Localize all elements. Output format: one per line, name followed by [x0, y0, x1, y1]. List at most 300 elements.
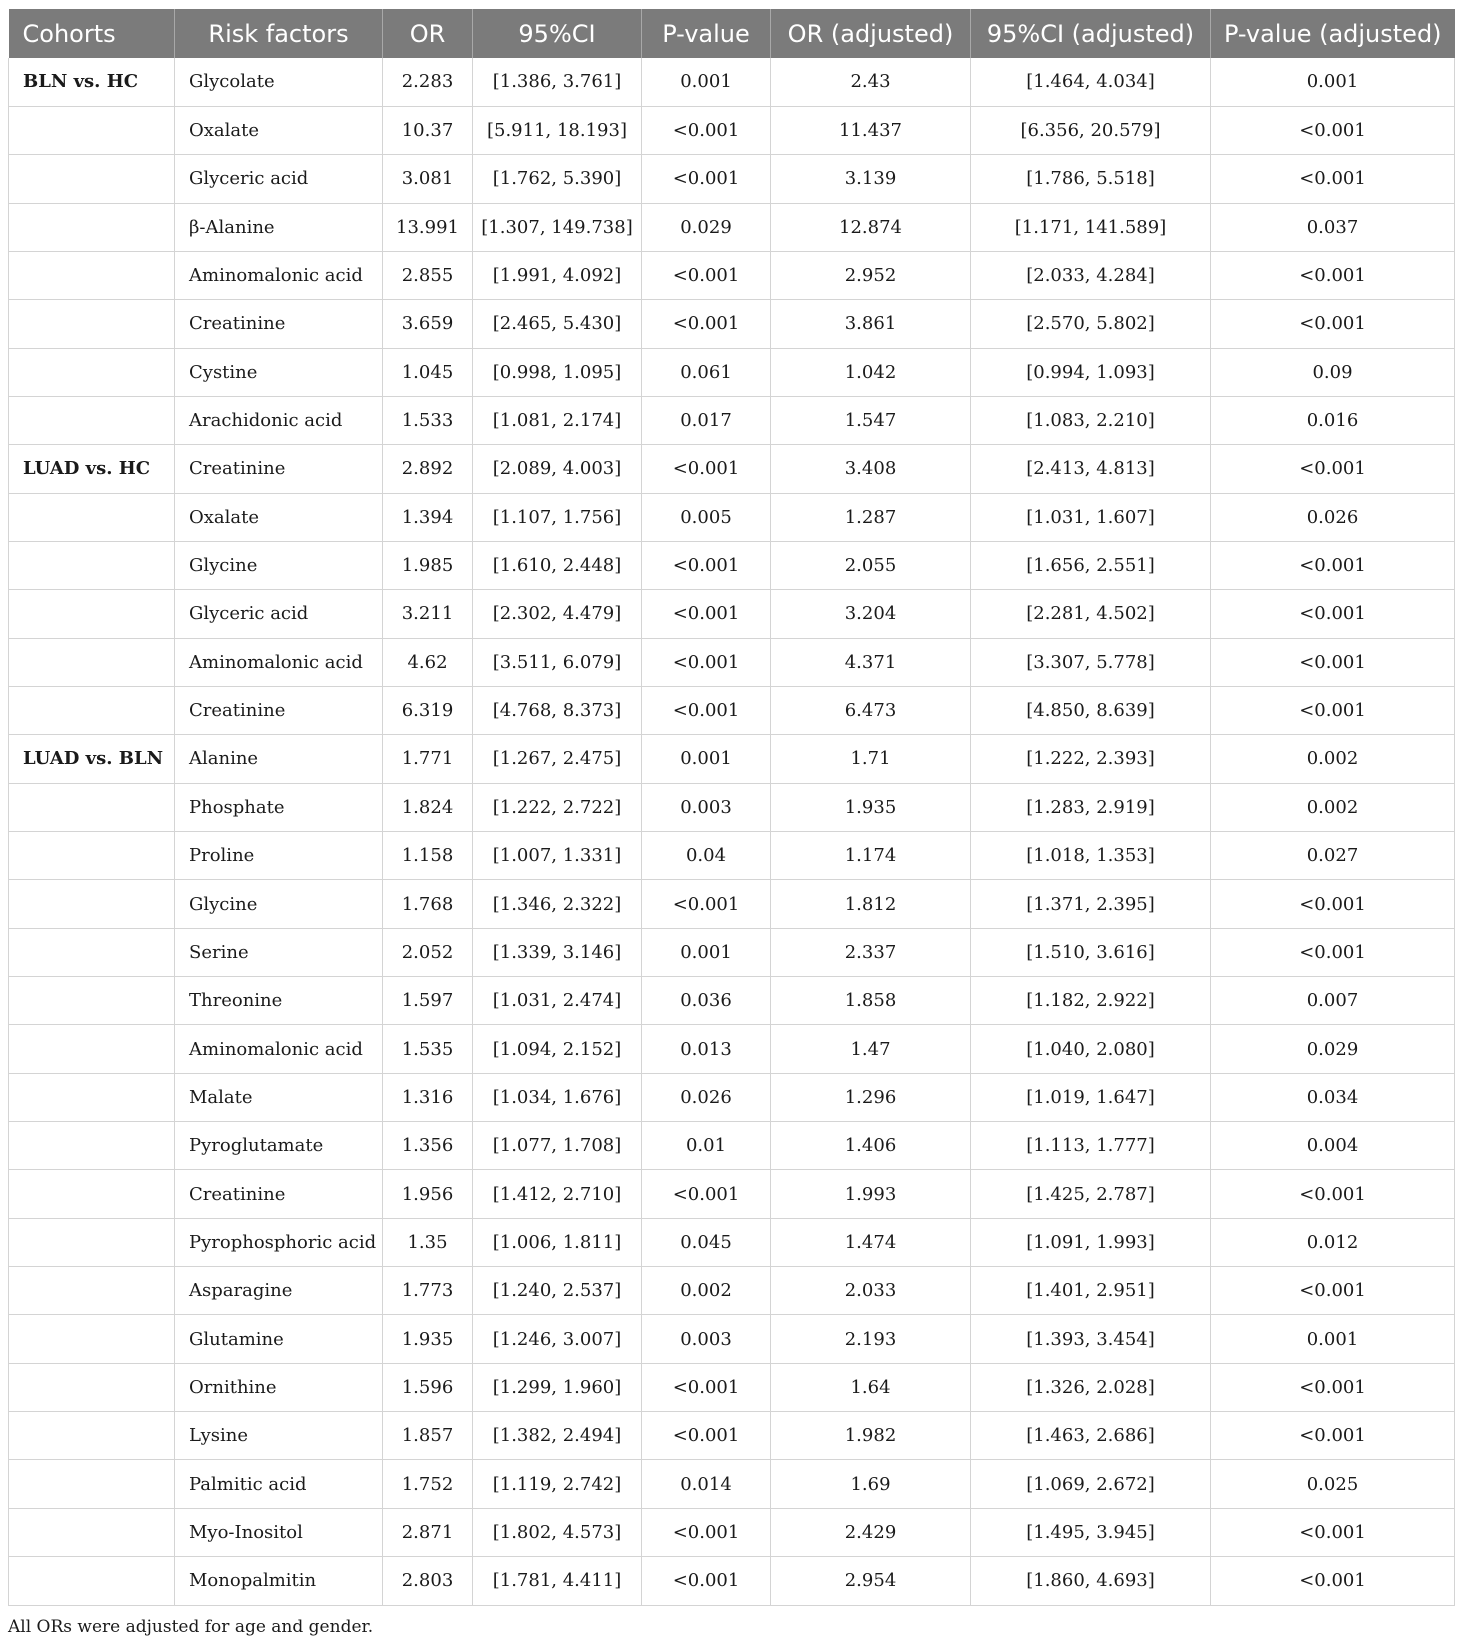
p-value-cell: <0.001: [642, 300, 771, 348]
or-cell: 3.081: [383, 155, 473, 203]
or-cell: 1.356: [383, 1122, 473, 1170]
ci-cell: [1.081, 2.174]: [473, 396, 642, 444]
or-adjusted-cell: 1.69: [771, 1460, 971, 1508]
risk-factor-cell: Arachidonic acid: [175, 396, 383, 444]
table-row: [9, 1363, 1455, 1411]
ci-adjusted-cell: [1.083, 2.210]: [971, 396, 1211, 444]
table-row: [9, 251, 1455, 299]
p-value-cell: 0.061: [642, 348, 771, 396]
cohort-cell: [9, 1412, 175, 1460]
p-value-adjusted-cell: <0.001: [1211, 1557, 1455, 1605]
or-cell: 1.394: [383, 493, 473, 541]
cohort-cell: [9, 1073, 175, 1121]
cohort-cell: [9, 783, 175, 831]
or-adjusted-cell: 2.055: [771, 541, 971, 589]
table-row: [9, 1557, 1455, 1605]
p-value-cell: 0.017: [642, 396, 771, 444]
or-cell: 6.319: [383, 686, 473, 734]
p-value-adjusted-cell: <0.001: [1211, 686, 1455, 734]
cohort-cell: [9, 348, 175, 396]
ci-cell: [1.382, 2.494]: [473, 1412, 642, 1460]
header-col-p-value-adjusted: P-value (adjusted): [1211, 9, 1455, 58]
ci-adjusted-cell: [1.182, 2.922]: [971, 977, 1211, 1025]
or-adjusted-cell: 1.042: [771, 348, 971, 396]
p-value-adjusted-cell: 0.004: [1211, 1122, 1455, 1170]
cohort-cell: [9, 396, 175, 444]
cohort-cell: [9, 1557, 175, 1605]
or-cell: 1.158: [383, 832, 473, 880]
risk-factor-cell: Proline: [175, 832, 383, 880]
cohort-cell: [9, 1218, 175, 1266]
p-value-cell: <0.001: [642, 251, 771, 299]
p-value-cell: 0.003: [642, 1315, 771, 1363]
ci-adjusted-cell: [3.307, 5.778]: [971, 638, 1211, 686]
ci-adjusted-cell: [1.860, 4.693]: [971, 1557, 1211, 1605]
table-row: [9, 493, 1455, 541]
or-cell: 3.211: [383, 590, 473, 638]
p-value-adjusted-cell: 0.016: [1211, 396, 1455, 444]
p-value-cell: <0.001: [642, 686, 771, 734]
table-body: [9, 58, 1455, 1605]
cohort-cell: [9, 1267, 175, 1315]
header-col-95ci-adjusted: 95%CI (adjusted): [971, 9, 1211, 58]
ci-cell: [1.006, 1.811]: [473, 1218, 642, 1266]
ci-adjusted-cell: [1.656, 2.551]: [971, 541, 1211, 589]
ci-cell: [0.998, 1.095]: [473, 348, 642, 396]
table-row: [9, 1315, 1455, 1363]
header-col-95ci: 95%CI: [473, 9, 642, 58]
table-row: [9, 735, 1455, 783]
ci-cell: [1.007, 1.331]: [473, 832, 642, 880]
p-value-cell: <0.001: [642, 590, 771, 638]
p-value-cell: 0.013: [642, 1025, 771, 1073]
or-cell: 1.824: [383, 783, 473, 831]
risk-factor-cell: Malate: [175, 1073, 383, 1121]
risk-factor-cell: Cystine: [175, 348, 383, 396]
p-value-adjusted-cell: 0.001: [1211, 58, 1455, 106]
p-value-adjusted-cell: <0.001: [1211, 590, 1455, 638]
p-value-cell: <0.001: [642, 638, 771, 686]
p-value-adjusted-cell: <0.001: [1211, 1412, 1455, 1460]
table-row: [9, 155, 1455, 203]
or-cell: 1.768: [383, 880, 473, 928]
cohort-cell: [9, 590, 175, 638]
risk-factor-cell: Phosphate: [175, 783, 383, 831]
or-cell: 2.871: [383, 1508, 473, 1556]
ci-adjusted-cell: [0.994, 1.093]: [971, 348, 1211, 396]
or-cell: 3.659: [383, 300, 473, 348]
ci-cell: [1.031, 2.474]: [473, 977, 642, 1025]
cohort-cell: [9, 106, 175, 154]
ci-adjusted-cell: [1.393, 3.454]: [971, 1315, 1211, 1363]
ci-adjusted-cell: [2.413, 4.813]: [971, 445, 1211, 493]
ci-cell: [4.768, 8.373]: [473, 686, 642, 734]
p-value-cell: 0.01: [642, 1122, 771, 1170]
table-row: [9, 638, 1455, 686]
table-row: [9, 783, 1455, 831]
risk-factor-cell: Myo-Inositol: [175, 1508, 383, 1556]
ci-adjusted-cell: [6.356, 20.579]: [971, 106, 1211, 154]
or-adjusted-cell: 1.858: [771, 977, 971, 1025]
ci-cell: [2.302, 4.479]: [473, 590, 642, 638]
ci-adjusted-cell: [1.495, 3.945]: [971, 1508, 1211, 1556]
or-cell: 2.283: [383, 58, 473, 106]
table-row: [9, 880, 1455, 928]
p-value-cell: <0.001: [642, 880, 771, 928]
ci-cell: [1.412, 2.710]: [473, 1170, 642, 1218]
risk-factor-cell: Asparagine: [175, 1267, 383, 1315]
p-value-cell: 0.003: [642, 783, 771, 831]
or-cell: 1.857: [383, 1412, 473, 1460]
ci-cell: [1.267, 2.475]: [473, 735, 642, 783]
ci-cell: [1.991, 4.092]: [473, 251, 642, 299]
or-adjusted-cell: 3.861: [771, 300, 971, 348]
risk-factor-cell: Oxalate: [175, 106, 383, 154]
cohort-cell: [9, 880, 175, 928]
table-row: [9, 300, 1455, 348]
table-row: [9, 1460, 1455, 1508]
table-row: [9, 541, 1455, 589]
ci-cell: [3.511, 6.079]: [473, 638, 642, 686]
ci-adjusted-cell: [1.786, 5.518]: [971, 155, 1211, 203]
table-row: [9, 1412, 1455, 1460]
p-value-adjusted-cell: 0.037: [1211, 203, 1455, 251]
p-value-adjusted-cell: 0.001: [1211, 1315, 1455, 1363]
ci-adjusted-cell: [1.069, 2.672]: [971, 1460, 1211, 1508]
p-value-adjusted-cell: 0.09: [1211, 348, 1455, 396]
cohort-cell: [9, 1508, 175, 1556]
or-adjusted-cell: 1.71: [771, 735, 971, 783]
or-adjusted-cell: 4.371: [771, 638, 971, 686]
or-adjusted-cell: 2.952: [771, 251, 971, 299]
or-cell: 1.773: [383, 1267, 473, 1315]
or-cell: 1.596: [383, 1363, 473, 1411]
table-row: [9, 58, 1455, 106]
p-value-adjusted-cell: 0.012: [1211, 1218, 1455, 1266]
or-cell: 1.752: [383, 1460, 473, 1508]
ci-adjusted-cell: [1.464, 4.034]: [971, 58, 1211, 106]
p-value-cell: 0.002: [642, 1267, 771, 1315]
or-cell: 1.35: [383, 1218, 473, 1266]
ci-cell: [5.911, 18.193]: [473, 106, 642, 154]
p-value-adjusted-cell: 0.026: [1211, 493, 1455, 541]
ci-adjusted-cell: [1.040, 2.080]: [971, 1025, 1211, 1073]
table-row: [9, 1122, 1455, 1170]
table-row: [9, 348, 1455, 396]
odds-ratio-table: [8, 9, 1455, 1606]
p-value-cell: <0.001: [642, 1363, 771, 1411]
ci-adjusted-cell: [1.510, 3.616]: [971, 928, 1211, 976]
header-col-or: OR: [383, 9, 473, 58]
cohort-cell: LUAD vs. BLN: [9, 735, 175, 783]
or-adjusted-cell: 6.473: [771, 686, 971, 734]
ci-cell: [1.299, 1.960]: [473, 1363, 642, 1411]
or-adjusted-cell: 1.174: [771, 832, 971, 880]
or-cell: 1.535: [383, 1025, 473, 1073]
risk-factor-cell: Pyrophosphoric acid: [175, 1218, 383, 1266]
or-cell: 13.991: [383, 203, 473, 251]
table-row: [9, 1170, 1455, 1218]
or-cell: 2.855: [383, 251, 473, 299]
ci-cell: [1.034, 1.676]: [473, 1073, 642, 1121]
ci-adjusted-cell: [2.570, 5.802]: [971, 300, 1211, 348]
p-value-cell: <0.001: [642, 106, 771, 154]
or-cell: 2.803: [383, 1557, 473, 1605]
or-cell: 2.052: [383, 928, 473, 976]
header-col-risk-factors: Risk factors: [175, 9, 383, 58]
cohort-cell: [9, 1460, 175, 1508]
table-row: [9, 928, 1455, 976]
p-value-adjusted-cell: 0.007: [1211, 977, 1455, 1025]
table-row: [9, 1267, 1455, 1315]
risk-factor-cell: Creatinine: [175, 300, 383, 348]
cohort-cell: [9, 1315, 175, 1363]
ci-cell: [1.339, 3.146]: [473, 928, 642, 976]
or-adjusted-cell: 1.993: [771, 1170, 971, 1218]
ci-cell: [1.802, 4.573]: [473, 1508, 642, 1556]
ci-adjusted-cell: [1.463, 2.686]: [971, 1412, 1211, 1460]
header-row: [9, 9, 1455, 58]
or-adjusted-cell: 2.337: [771, 928, 971, 976]
or-adjusted-cell: 11.437: [771, 106, 971, 154]
p-value-adjusted-cell: 0.027: [1211, 832, 1455, 880]
p-value-adjusted-cell: 0.029: [1211, 1025, 1455, 1073]
table-row: [9, 686, 1455, 734]
table-row: [9, 1218, 1455, 1266]
cohort-cell: BLN vs. HC: [9, 58, 175, 106]
p-value-adjusted-cell: <0.001: [1211, 880, 1455, 928]
risk-factor-cell: Monopalmitin: [175, 1557, 383, 1605]
ci-adjusted-cell: [1.401, 2.951]: [971, 1267, 1211, 1315]
or-adjusted-cell: 1.296: [771, 1073, 971, 1121]
p-value-cell: <0.001: [642, 155, 771, 203]
table-footnote: All ORs were adjusted for age and gender.: [8, 1617, 374, 1637]
ci-adjusted-cell: [1.326, 2.028]: [971, 1363, 1211, 1411]
p-value-adjusted-cell: <0.001: [1211, 251, 1455, 299]
cohort-cell: [9, 155, 175, 203]
ci-cell: [1.781, 4.411]: [473, 1557, 642, 1605]
or-adjusted-cell: 2.43: [771, 58, 971, 106]
cohort-cell: [9, 300, 175, 348]
ci-cell: [1.107, 1.756]: [473, 493, 642, 541]
ci-cell: [1.307, 149.738]: [473, 203, 642, 251]
p-value-cell: <0.001: [642, 1508, 771, 1556]
ci-cell: [2.089, 4.003]: [473, 445, 642, 493]
or-adjusted-cell: 1.547: [771, 396, 971, 444]
ci-cell: [1.119, 2.742]: [473, 1460, 642, 1508]
ci-adjusted-cell: [1.222, 2.393]: [971, 735, 1211, 783]
table-row: [9, 1025, 1455, 1073]
p-value-cell: 0.005: [642, 493, 771, 541]
or-adjusted-cell: 1.812: [771, 880, 971, 928]
cohort-cell: [9, 928, 175, 976]
p-value-cell: 0.029: [642, 203, 771, 251]
or-adjusted-cell: 12.874: [771, 203, 971, 251]
p-value-adjusted-cell: <0.001: [1211, 1363, 1455, 1411]
risk-factor-cell: Serine: [175, 928, 383, 976]
risk-factor-cell: Palmitic acid: [175, 1460, 383, 1508]
p-value-adjusted-cell: <0.001: [1211, 638, 1455, 686]
risk-factor-cell: Aminomalonic acid: [175, 638, 383, 686]
risk-factor-cell: Glyceric acid: [175, 155, 383, 203]
p-value-cell: 0.036: [642, 977, 771, 1025]
cohort-cell: [9, 1122, 175, 1170]
risk-factor-cell: β-Alanine: [175, 203, 383, 251]
ci-adjusted-cell: [1.019, 1.647]: [971, 1073, 1211, 1121]
risk-factor-cell: Creatinine: [175, 686, 383, 734]
p-value-cell: <0.001: [642, 541, 771, 589]
table-row: [9, 203, 1455, 251]
ci-cell: [1.222, 2.722]: [473, 783, 642, 831]
risk-factor-cell: Lysine: [175, 1412, 383, 1460]
ci-adjusted-cell: [4.850, 8.639]: [971, 686, 1211, 734]
p-value-adjusted-cell: <0.001: [1211, 155, 1455, 203]
or-adjusted-cell: 3.408: [771, 445, 971, 493]
or-adjusted-cell: 1.935: [771, 783, 971, 831]
or-cell: 1.771: [383, 735, 473, 783]
p-value-cell: 0.014: [642, 1460, 771, 1508]
or-adjusted-cell: 1.287: [771, 493, 971, 541]
cohort-cell: [9, 1363, 175, 1411]
risk-factor-cell: Aminomalonic acid: [175, 251, 383, 299]
risk-factor-cell: Glycine: [175, 541, 383, 589]
risk-factor-cell: Pyroglutamate: [175, 1122, 383, 1170]
ci-cell: [1.246, 3.007]: [473, 1315, 642, 1363]
cohort-cell: [9, 1170, 175, 1218]
cohort-cell: [9, 251, 175, 299]
cohort-cell: [9, 1025, 175, 1073]
p-value-adjusted-cell: <0.001: [1211, 541, 1455, 589]
cohort-cell: [9, 977, 175, 1025]
risk-factor-cell: Glyceric acid: [175, 590, 383, 638]
risk-factor-cell: Oxalate: [175, 493, 383, 541]
header-col-cohorts: Cohorts: [9, 9, 175, 58]
or-cell: 1.935: [383, 1315, 473, 1363]
cohort-cell: [9, 541, 175, 589]
or-adjusted-cell: 3.204: [771, 590, 971, 638]
p-value-adjusted-cell: <0.001: [1211, 445, 1455, 493]
risk-factor-cell: Ornithine: [175, 1363, 383, 1411]
risk-factor-cell: Alanine: [175, 735, 383, 783]
ci-cell: [1.346, 2.322]: [473, 880, 642, 928]
or-adjusted-cell: 1.982: [771, 1412, 971, 1460]
risk-factor-cell: Threonine: [175, 977, 383, 1025]
ci-adjusted-cell: [1.371, 2.395]: [971, 880, 1211, 928]
risk-factor-cell: Glutamine: [175, 1315, 383, 1363]
p-value-adjusted-cell: <0.001: [1211, 928, 1455, 976]
table-row: [9, 832, 1455, 880]
ci-cell: [1.077, 1.708]: [473, 1122, 642, 1170]
or-cell: 10.37: [383, 106, 473, 154]
or-cell: 2.892: [383, 445, 473, 493]
ci-cell: [1.610, 2.448]: [473, 541, 642, 589]
cohort-cell: [9, 493, 175, 541]
or-adjusted-cell: 1.64: [771, 1363, 971, 1411]
risk-factor-cell: Creatinine: [175, 445, 383, 493]
or-cell: 1.045: [383, 348, 473, 396]
or-adjusted-cell: 3.139: [771, 155, 971, 203]
p-value-cell: <0.001: [642, 1170, 771, 1218]
p-value-cell: 0.026: [642, 1073, 771, 1121]
cohort-cell: [9, 203, 175, 251]
table-container: [8, 9, 1454, 1606]
p-value-adjusted-cell: <0.001: [1211, 1267, 1455, 1315]
ci-adjusted-cell: [1.091, 1.993]: [971, 1218, 1211, 1266]
or-adjusted-cell: 2.954: [771, 1557, 971, 1605]
or-adjusted-cell: 2.193: [771, 1315, 971, 1363]
p-value-adjusted-cell: <0.001: [1211, 1508, 1455, 1556]
p-value-cell: <0.001: [642, 1557, 771, 1605]
cohort-cell: [9, 638, 175, 686]
or-cell: 1.956: [383, 1170, 473, 1218]
table-row: [9, 396, 1455, 444]
p-value-adjusted-cell: 0.034: [1211, 1073, 1455, 1121]
p-value-adjusted-cell: <0.001: [1211, 300, 1455, 348]
or-adjusted-cell: 1.406: [771, 1122, 971, 1170]
ci-adjusted-cell: [1.018, 1.353]: [971, 832, 1211, 880]
ci-cell: [2.465, 5.430]: [473, 300, 642, 348]
or-adjusted-cell: 1.47: [771, 1025, 971, 1073]
p-value-adjusted-cell: 0.002: [1211, 783, 1455, 831]
ci-adjusted-cell: [1.171, 141.589]: [971, 203, 1211, 251]
p-value-adjusted-cell: <0.001: [1211, 106, 1455, 154]
ci-cell: [1.094, 2.152]: [473, 1025, 642, 1073]
or-cell: 4.62: [383, 638, 473, 686]
header-col-or-adjusted: OR (adjusted): [771, 9, 971, 58]
or-adjusted-cell: 1.474: [771, 1218, 971, 1266]
table-row: [9, 977, 1455, 1025]
or-adjusted-cell: 2.033: [771, 1267, 971, 1315]
or-cell: 1.533: [383, 396, 473, 444]
ci-adjusted-cell: [2.033, 4.284]: [971, 251, 1211, 299]
risk-factor-cell: Aminomalonic acid: [175, 1025, 383, 1073]
risk-factor-cell: Glycine: [175, 880, 383, 928]
table-header: [9, 9, 1455, 58]
risk-factor-cell: Glycolate: [175, 58, 383, 106]
p-value-cell: 0.04: [642, 832, 771, 880]
p-value-cell: <0.001: [642, 445, 771, 493]
ci-adjusted-cell: [1.283, 2.919]: [971, 783, 1211, 831]
cohort-cell: LUAD vs. HC: [9, 445, 175, 493]
cohort-cell: [9, 832, 175, 880]
p-value-adjusted-cell: 0.025: [1211, 1460, 1455, 1508]
table-row: [9, 1073, 1455, 1121]
table-row: [9, 445, 1455, 493]
or-cell: 1.985: [383, 541, 473, 589]
p-value-adjusted-cell: 0.002: [1211, 735, 1455, 783]
p-value-cell: 0.001: [642, 928, 771, 976]
cohort-cell: [9, 686, 175, 734]
ci-adjusted-cell: [1.425, 2.787]: [971, 1170, 1211, 1218]
ci-adjusted-cell: [1.031, 1.607]: [971, 493, 1211, 541]
p-value-adjusted-cell: <0.001: [1211, 1170, 1455, 1218]
ci-cell: [1.762, 5.390]: [473, 155, 642, 203]
or-adjusted-cell: 2.429: [771, 1508, 971, 1556]
table-row: [9, 1508, 1455, 1556]
p-value-cell: <0.001: [642, 1412, 771, 1460]
risk-factor-cell: Creatinine: [175, 1170, 383, 1218]
p-value-cell: 0.045: [642, 1218, 771, 1266]
table-row: [9, 590, 1455, 638]
header-col-p-value: P-value: [642, 9, 771, 58]
or-cell: 1.597: [383, 977, 473, 1025]
ci-adjusted-cell: [1.113, 1.777]: [971, 1122, 1211, 1170]
ci-adjusted-cell: [2.281, 4.502]: [971, 590, 1211, 638]
p-value-cell: 0.001: [642, 735, 771, 783]
ci-cell: [1.386, 3.761]: [473, 58, 642, 106]
p-value-cell: 0.001: [642, 58, 771, 106]
table-row: [9, 106, 1455, 154]
